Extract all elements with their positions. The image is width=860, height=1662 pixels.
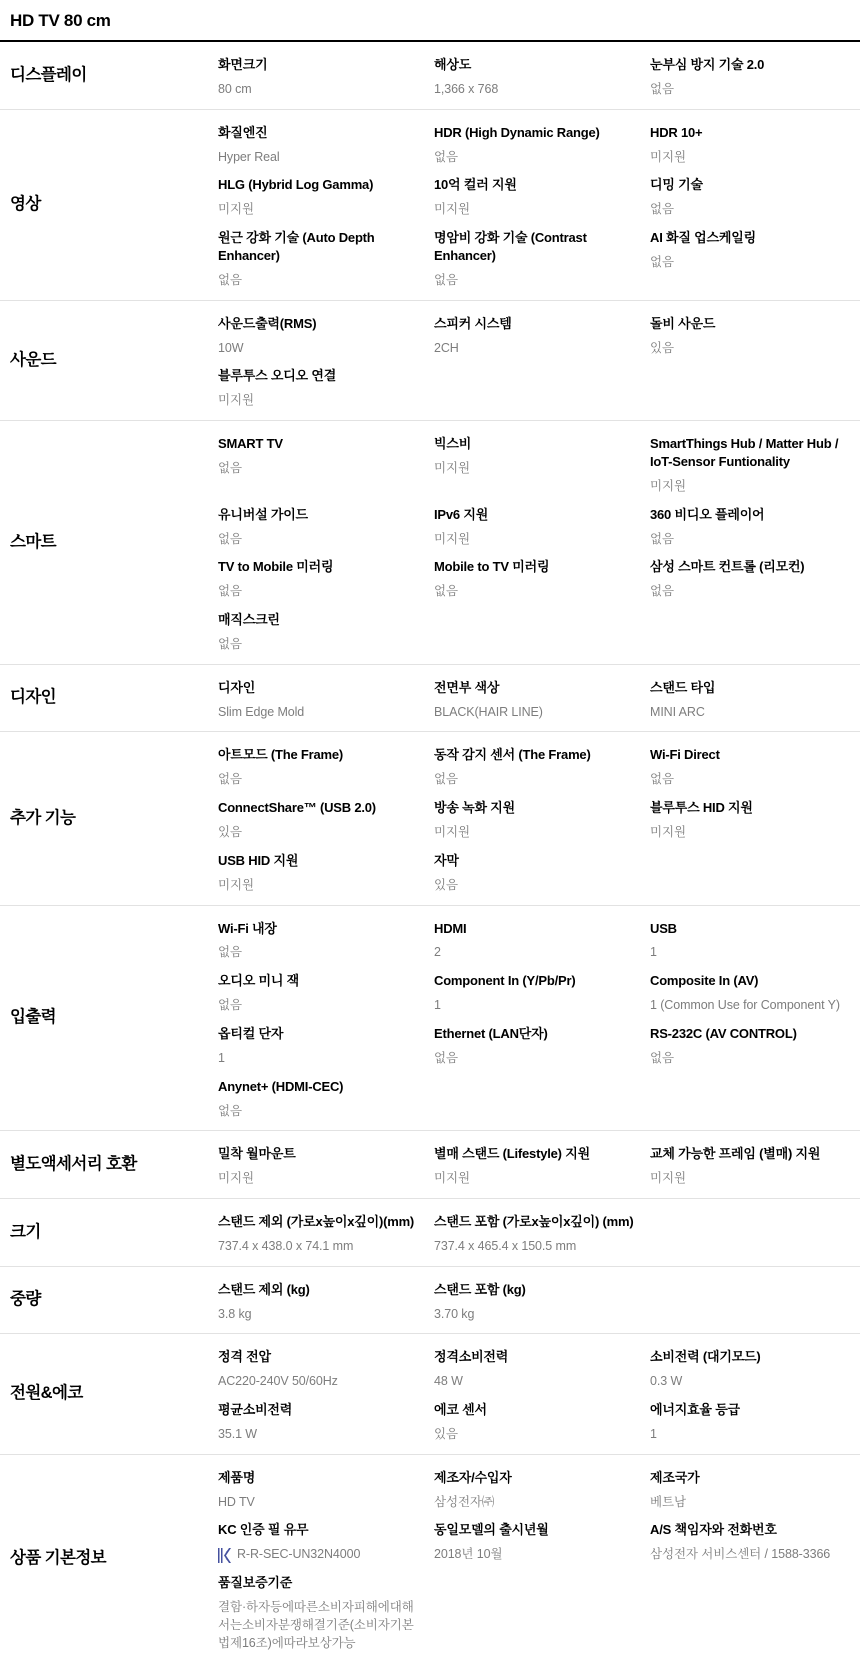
spec-value [218, 1546, 420, 1564]
spec-value: 미지원 [434, 531, 470, 546]
section-label: 전원&에코 [10, 1384, 83, 1403]
spec-label: 스탠드 포함 (kg) [434, 1281, 526, 1297]
section-label: 추가 기능 [10, 808, 76, 827]
spec-value: 없음 [218, 1103, 242, 1118]
spec-item [218, 117, 420, 170]
spec-label: KC 인증 필 유무 [218, 1522, 309, 1538]
spec-label: 동일모델의 출시년월 [434, 1522, 549, 1538]
spec-label: 에코 센서 [434, 1402, 487, 1417]
spec-label: 스탠드 제외 (가로x높이x깊이)(mm) [218, 1213, 415, 1229]
spec-value: 삼성전자 서비스센터 / 1588-3366 [650, 1547, 831, 1562]
spec-value: 48 W [434, 1374, 463, 1389]
spec-item [218, 1394, 420, 1447]
section-grid [218, 428, 860, 657]
section-accessory-compat [0, 1131, 860, 1199]
section-grid [218, 739, 860, 897]
spec-value: Slim Edge Mold [218, 704, 305, 719]
spec-item [218, 1138, 420, 1191]
spec-label: SmartThings Hub / Matter Hub / IoT-Sensor Funtionality [650, 436, 839, 469]
spec-label: 에너지효율 등급 [650, 1402, 740, 1417]
spec-label: Ethernet (LAN단자) [434, 1025, 548, 1041]
spec-item [218, 1567, 420, 1655]
spec-label: 오디오 미니 잭 [218, 973, 299, 989]
section-display [0, 42, 860, 110]
spec-label: 교체 가능한 프레임 (별매) 지원 [650, 1146, 821, 1162]
section-grid [218, 49, 860, 102]
spec-value: 없음 [434, 584, 458, 599]
section-io [0, 906, 860, 1132]
spec-value: 미지원 [434, 461, 470, 475]
spec-value: 없음 [434, 149, 458, 164]
section-label: 상품 기본정보 [10, 1548, 107, 1567]
spec-label: 해상도 [434, 57, 472, 72]
spec-value: 결함·하자등에따른소비자피해에대해서는소비자분쟁해결기준(소비자기본법제16조)에따라보상가능 [218, 1600, 414, 1650]
spec-label: TV to Mobile 미러링 [218, 559, 334, 575]
spec-label: 정격소비전력 [434, 1349, 509, 1365]
spec-value: 있음 [650, 340, 674, 355]
spec-value: 미지원 [218, 393, 254, 408]
spec-value: HD TV [218, 1494, 255, 1509]
spec-value: 3.70 kg [434, 1306, 475, 1321]
spec-item [218, 1274, 420, 1327]
spec-label: 삼성 스마트 컨트롤 (리모컨) [650, 559, 805, 575]
spec-value: 1,366 x 768 [434, 81, 499, 96]
spec-item [650, 792, 852, 845]
spec-label: IPv6 지원 [434, 506, 489, 522]
section-extra-features [0, 732, 860, 905]
spec-item [650, 1018, 852, 1071]
spec-value: 1 [650, 945, 657, 960]
spec-value: MINI ARC [650, 704, 705, 719]
spec-label: Anynet+ (HDMI-CEC) [218, 1078, 344, 1094]
spec-value: 없음 [650, 81, 674, 96]
spec-value: 미지원 [650, 478, 686, 493]
spec-value: 없음 [218, 531, 242, 546]
spec-item [434, 1206, 636, 1259]
spec-item [434, 551, 636, 604]
spec-item [218, 308, 420, 361]
spec-value: 없음 [218, 945, 242, 960]
spec-item [434, 1274, 636, 1327]
section-grid [218, 1138, 860, 1191]
spec-value: 80 cm [218, 81, 252, 96]
spec-value: 737.4 x 465.4 x 150.5 mm [434, 1238, 577, 1253]
spec-label: 블루투스 오디오 연결 [218, 368, 337, 384]
spec-value: 있음 [218, 825, 242, 840]
spec-item [218, 169, 420, 222]
spec-value: 없음 [650, 202, 674, 217]
kc-certification-icon [218, 1548, 231, 1563]
spec-label: 명암비 강화 기술 (Contrast Enhancer) [434, 230, 587, 263]
spec-label: 소비전력 (대기모드) [650, 1349, 761, 1365]
spec-item [218, 792, 420, 845]
spec-item [434, 169, 636, 222]
spec-label: USB HID 지원 [218, 852, 299, 868]
spec-label: HDR (High Dynamic Range) [434, 124, 600, 140]
spec-value: 35.1 W [218, 1426, 257, 1441]
spec-value: 있음 [434, 877, 458, 892]
section-product-info [0, 1455, 860, 1662]
spec-item [218, 49, 420, 102]
spec-value: 있음 [434, 1426, 458, 1441]
spec-item [650, 428, 852, 499]
spec-item [650, 672, 852, 725]
spec-label: 품질보증기준 [218, 1575, 293, 1591]
spec-label: 밀착 월마운트 [218, 1146, 296, 1162]
spec-value: 10W [218, 340, 244, 355]
section-grid [218, 308, 860, 413]
spec-item [434, 117, 636, 170]
spec-label: 아트모드 (The Frame) [218, 747, 344, 763]
spec-label: 디자인 [218, 679, 256, 695]
spec-label: 제조자/수입자 [434, 1469, 512, 1485]
spec-item [650, 49, 852, 102]
spec-item [434, 308, 636, 361]
spec-item [434, 1138, 636, 1191]
spec-value: 737.4 x 438.0 x 74.1 mm [218, 1238, 354, 1253]
spec-item [218, 1206, 420, 1259]
spec-label: 유니버설 가이드 [218, 506, 308, 522]
spec-item [650, 1341, 852, 1394]
spec-label: 스피커 시스템 [434, 315, 512, 331]
spec-value: 없음 [218, 998, 242, 1013]
spec-label: Wi-Fi 내장 [218, 920, 277, 936]
section-sound [0, 301, 860, 421]
spec-item [434, 845, 636, 898]
spec-value: 없음 [434, 772, 458, 787]
section-label: 스마트 [10, 532, 57, 551]
spec-item-kc-certification [218, 1514, 420, 1567]
spec-value: 미지원 [434, 1171, 470, 1186]
spec-label: 스탠드 타입 [650, 679, 716, 695]
spec-item [650, 913, 852, 966]
spec-item [434, 1514, 636, 1567]
spec-item [218, 604, 420, 657]
spec-item [434, 965, 636, 1018]
spec-item [218, 1341, 420, 1394]
spec-item [434, 913, 636, 966]
spec-label: 옵티컬 단자 [218, 1025, 284, 1041]
spec-label: 빅스비 [434, 436, 472, 452]
spec-label: HDMI [434, 920, 467, 936]
spec-item [434, 428, 636, 481]
spec-label: Wi-Fi Direct [650, 747, 720, 763]
spec-value: 0.3 W [650, 1374, 683, 1389]
spec-item [218, 222, 420, 293]
spec-item [434, 499, 636, 552]
spec-item [434, 1394, 636, 1447]
spec-label: 정격 전압 [218, 1349, 271, 1365]
spec-item [434, 1018, 636, 1071]
spec-value: 1 [218, 1050, 225, 1065]
spec-item [434, 1462, 636, 1515]
spec-label: SMART TV [218, 436, 283, 452]
spec-value: 없음 [650, 772, 674, 787]
spec-label: 별매 스탠드 (Lifestyle) 지원 [434, 1146, 590, 1162]
spec-item [434, 49, 636, 102]
spec-value: 없음 [218, 584, 242, 599]
spec-value: 없음 [650, 255, 674, 269]
section-smart [0, 421, 860, 665]
spec-item [218, 739, 420, 792]
spec-label: 돌비 사운드 [650, 315, 716, 331]
spec-item [650, 499, 852, 552]
spec-item [434, 792, 636, 845]
spec-item [218, 428, 420, 481]
section-design [0, 665, 860, 733]
spec-label: Mobile to TV 미러링 [434, 559, 550, 575]
spec-item [650, 965, 852, 1018]
spec-value: 없음 [650, 531, 674, 546]
section-grid [218, 1341, 860, 1446]
spec-value: 없음 [434, 272, 458, 287]
section-grid [218, 1462, 860, 1656]
spec-label: 자막 [434, 852, 459, 868]
spec-item [434, 672, 636, 725]
spec-item [650, 1462, 852, 1515]
section-label: 별도액세서리 호환 [10, 1154, 137, 1173]
spec-value: 1 [650, 1426, 657, 1441]
spec-item [650, 308, 852, 361]
spec-value: 삼성전자㈜ [434, 1494, 495, 1509]
spec-label: Component In (Y/Pb/Pr) [434, 973, 576, 989]
spec-item [650, 551, 852, 604]
spec-value: 미지원 [218, 1171, 254, 1186]
spec-item [218, 1018, 420, 1071]
section-power-eco [0, 1334, 860, 1454]
spec-label: Composite In (AV) [650, 973, 759, 989]
spec-value: 없음 [218, 272, 242, 287]
spec-item [218, 913, 420, 966]
spec-value: 미지원 [218, 202, 254, 217]
spec-item [218, 551, 420, 604]
spec-value: 2 [434, 945, 441, 960]
spec-value: 없음 [218, 637, 242, 651]
spec-item [218, 1462, 420, 1515]
section-grid [218, 1274, 860, 1327]
spec-value: 3.8 kg [218, 1306, 252, 1321]
spec-value: 1 (Common Use for Component Y) [650, 998, 840, 1013]
spec-value: 미지원 [650, 825, 686, 840]
spec-item [218, 965, 420, 1018]
spec-item [218, 360, 420, 413]
spec-value: 미지원 [434, 825, 470, 840]
spec-item [650, 1514, 852, 1567]
spec-value: 없음 [650, 584, 674, 599]
section-label: 디스플레이 [10, 65, 87, 84]
spec-label: 제품명 [218, 1469, 256, 1485]
section-weight [0, 1267, 860, 1335]
spec-label: 전면부 색상 [434, 679, 500, 695]
spec-value: 미지원 [218, 877, 254, 892]
section-video [0, 110, 860, 301]
spec-label: USB [650, 920, 677, 936]
page-header [0, 0, 860, 42]
spec-label: 스탠드 포함 (가로x높이x깊이) (mm) [434, 1213, 634, 1229]
section-grid [218, 913, 860, 1124]
section-grid [218, 672, 860, 725]
spec-value: 베트남 [650, 1494, 686, 1509]
spec-value: 미지원 [650, 149, 686, 164]
spec-item [650, 1394, 852, 1447]
spec-label: HLG (Hybrid Log Gamma) [218, 177, 374, 193]
section-grid [218, 117, 860, 293]
section-label: 입출력 [10, 1008, 57, 1027]
page-title: HD TV 80 cm [10, 11, 111, 30]
section-label: 중량 [10, 1290, 41, 1309]
spec-label: 블루투스 HID 지원 [650, 800, 753, 816]
spec-label: A/S 책임자와 전화번호 [650, 1522, 777, 1538]
spec-label: 사운드출력(RMS) [218, 315, 317, 331]
spec-value: 없음 [218, 772, 242, 787]
spec-label: 화질엔진 [218, 124, 268, 140]
spec-item [218, 499, 420, 552]
spec-item [650, 739, 852, 792]
spec-value: AC220-240V 50/60Hz [218, 1374, 338, 1389]
spec-item [434, 222, 636, 293]
spec-item [218, 845, 420, 898]
kc-certification-number: R-R-SEC-UN32N4000 [237, 1547, 361, 1562]
spec-label: 10억 컬러 지원 [434, 177, 517, 193]
spec-value: 미지원 [650, 1171, 686, 1186]
spec-label: 눈부심 방지 기술 2.0 [650, 57, 765, 72]
spec-value: 없음 [218, 461, 242, 475]
spec-value: 2018년 10월 [434, 1547, 503, 1562]
section-grid [218, 1206, 860, 1259]
spec-label: 동작 감지 센서 (The Frame) [434, 747, 591, 763]
spec-label: 매직스크린 [218, 612, 280, 628]
section-label: 디자인 [10, 688, 57, 707]
spec-label: 360 비디오 플레이어 [650, 506, 765, 522]
section-label: 크기 [10, 1222, 41, 1241]
spec-value: 없음 [434, 1050, 458, 1065]
spec-value: BLACK(HAIR LINE) [434, 704, 543, 719]
spec-value: Hyper Real [218, 149, 280, 164]
spec-item [650, 169, 852, 222]
spec-label: 스탠드 제외 (kg) [218, 1281, 310, 1297]
section-label: 영상 [10, 194, 41, 213]
section-label: 사운드 [10, 350, 57, 369]
spec-label: 제조국가 [650, 1469, 700, 1485]
spec-value: 없음 [650, 1050, 674, 1065]
spec-item [218, 672, 420, 725]
spec-label: ConnectShare™ (USB 2.0) [218, 800, 376, 816]
spec-label: 방송 녹화 지원 [434, 800, 515, 816]
spec-value: 2CH [434, 340, 459, 355]
section-size [0, 1199, 860, 1267]
spec-label: 디밍 기술 [650, 177, 703, 193]
spec-value: 1 [434, 998, 441, 1013]
spec-item [650, 222, 852, 275]
spec-label: HDR 10+ [650, 124, 703, 140]
spec-item [218, 1071, 420, 1124]
spec-label: 평균소비전력 [218, 1402, 293, 1417]
spec-label: 화면크기 [218, 57, 268, 72]
spec-item [434, 739, 636, 792]
spec-label: 원근 강화 기술 (Auto Depth Enhancer) [218, 230, 375, 263]
spec-label: RS-232C (AV CONTROL) [650, 1025, 797, 1041]
spec-item [650, 117, 852, 170]
spec-item [650, 1138, 852, 1191]
spec-item [434, 1341, 636, 1394]
spec-label: AI 화질 업스케일링 [650, 230, 756, 246]
spec-value: 미지원 [434, 202, 470, 217]
